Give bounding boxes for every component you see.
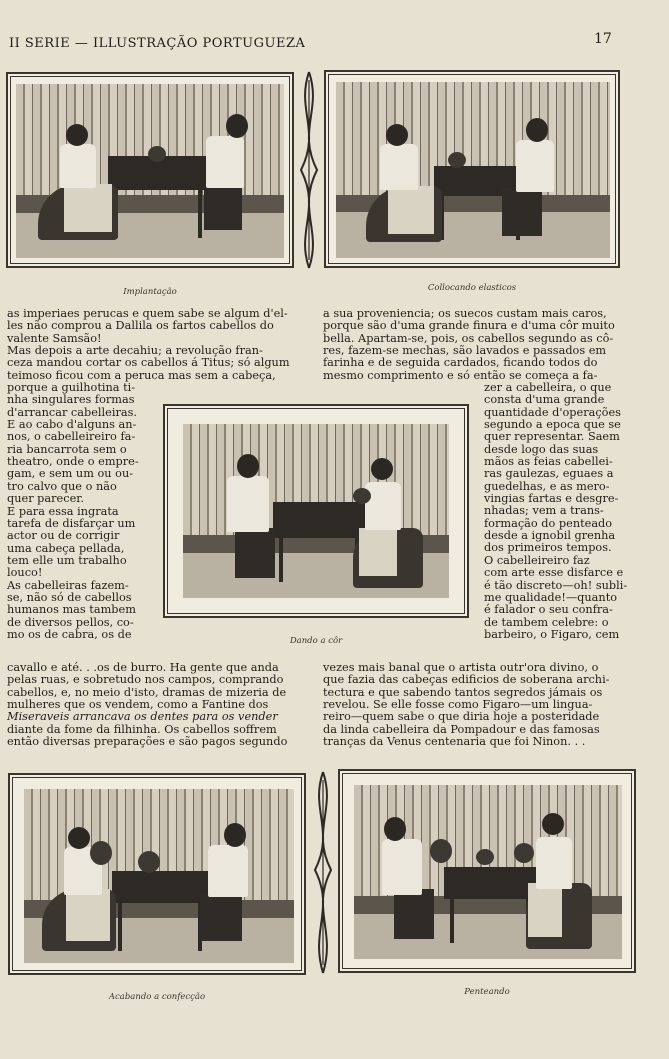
photo-frame-4	[8, 773, 306, 975]
text-line: dos primeiros tempos.	[484, 541, 612, 555]
text-line: barbeiro, o Figaro, cem	[484, 627, 620, 641]
text-line: de diversos pellos, co-	[7, 615, 134, 629]
text-line: que fazia das cabeças edificios de soberana archi-	[323, 673, 610, 687]
text-line: cabellos, e, no meio d'isto, dramas de mizeria de	[7, 685, 287, 699]
caption-photo-4: Acabando a confecção	[108, 992, 206, 1002]
text-line: com arte esse disfarce e	[484, 566, 624, 580]
text-line: é falador o seu confra-	[484, 603, 613, 617]
text-line: me qualidade!—quanto	[484, 590, 618, 604]
series-label: II SERIE	[9, 36, 71, 51]
photo-frame-3	[163, 404, 469, 618]
photo-penteando	[354, 785, 622, 959]
text-line: mo os de cabra, os de	[7, 627, 132, 641]
text-line: cavallo e até. . .os de burro. Ha gente que anda	[7, 661, 279, 674]
text-line: nha singulares formas	[7, 393, 135, 407]
text-line: mãos as feias cabellei-	[484, 455, 613, 469]
text-line: mulheres que os vendem, como a Fantine dos	[7, 698, 269, 712]
text-line: tranças da Venus centenaria que foi Ninon. . .	[323, 735, 586, 749]
text-line: consta d'uma grande	[484, 393, 605, 407]
text-line: ria bancarrota sem o	[7, 442, 127, 456]
text-line: teimoso ficou com a peruca mas sem a cabeça,	[7, 368, 276, 382]
text-line: porque a guilhotina ti-	[7, 381, 136, 395]
text-right-bottom	[323, 662, 610, 748]
text-line: é tão discreto—oh! subli-	[484, 578, 628, 592]
text-line: uma cabeça pellada,	[7, 541, 125, 555]
text-line: desde a ignobil grenha	[484, 529, 616, 543]
text-line: da linda cabelleira da Pompadour e das famosas	[323, 722, 600, 736]
text-line: então diversas preparações e são pagos segundo	[7, 735, 288, 749]
text-line: nos, o cabelleireiro fa-	[7, 430, 136, 444]
text-line: farinha e de seguida cardados, ficando todos do	[323, 356, 598, 370]
text-line: louco!	[7, 566, 43, 580]
text-line: tro calvo que o não	[7, 479, 117, 493]
magazine-title: — ILLUSTRAÇÃO PORTUGUEZA	[74, 36, 306, 51]
text-line: Mas depois a arte decahiu; a revolução fran-	[7, 344, 263, 358]
art-nouveau-ornament-top	[291, 70, 327, 270]
text-line: zer a cabelleira, o que	[484, 381, 612, 394]
text-line: d'arrancar cabelleiras.	[7, 405, 137, 419]
text-line: bella. Apartam-se, pois, os cabellos segundo as cô-	[323, 331, 614, 345]
text-line: as imperiaes perucas e quem sabe se algum d'el-	[7, 307, 288, 320]
text-right-top	[323, 308, 615, 382]
running-header	[9, 36, 305, 51]
text-line: mesmo comprimento e só então se começa a fa-	[323, 368, 598, 382]
text-line: E ao cabo d'alguns an-	[7, 418, 137, 432]
text-line: pelas ruas, e sobretudo nos campos, comprando	[7, 673, 284, 687]
text-line: tem elle um trabalho	[7, 553, 127, 567]
page-number: 17	[594, 31, 612, 47]
text-line: vezes mais banal que o artista outr'ora divino, o	[323, 661, 599, 674]
text-line: porque são d'uma grande finura e d'uma côr muito	[323, 319, 615, 333]
text-line: ceza mandou cortar os cabellos á Titus; só algum	[7, 356, 290, 370]
text-line: les não comprou a Dallila os fartos cabellos do	[7, 319, 274, 333]
text-line: desde logo das suas	[484, 442, 599, 456]
text-line: vingias fartas e desgre-	[484, 492, 619, 506]
text-line: a sua proveniencia; os suecos custam mais caros,	[323, 307, 607, 320]
text-right-mid	[484, 382, 627, 641]
text-line: ras gaulezas, eguaes a	[484, 467, 614, 481]
text-line: guedelhas, e as mero-	[484, 479, 610, 493]
text-line: se, não só de cabellos	[7, 590, 132, 604]
caption-photo-1: Implantação	[123, 287, 177, 297]
text-line: actor ou de corrigir	[7, 529, 120, 543]
text-line: quer representar. Saem	[484, 430, 620, 444]
text-line: de tambem celebre: o	[484, 615, 609, 629]
text-line: O cabelleireiro faz	[484, 553, 590, 567]
photo-frame-5	[338, 769, 636, 973]
text-line: res, fazem-se mechas, são lavados e passados em	[323, 344, 607, 358]
text-line: valente Samsão!	[7, 331, 102, 345]
text-line: theatro, onde o empre-	[7, 455, 139, 469]
photo-implantacao	[16, 84, 284, 258]
photo-frame-2	[324, 70, 620, 268]
text-line: humanos mas tambem	[7, 603, 136, 617]
text-line: As cabelleiras fazem-	[7, 578, 129, 592]
caption-photo-5: Penteando	[464, 987, 510, 997]
text-line: quer parecer.	[7, 492, 84, 506]
text-line: E para essa ingrata	[7, 504, 119, 518]
photo-acabando-a-confeccao	[24, 789, 294, 963]
text-line: quantidade d'operações	[484, 405, 621, 419]
text-line: revelou. Se elle fosse como Figaro—um lingua-	[323, 698, 593, 712]
text-line: gam, e sem um ou ou-	[7, 467, 134, 481]
photo-frame-1	[6, 72, 294, 268]
photo-collocando-elasticos	[336, 82, 610, 258]
text-line: tarefa de disfarçar um	[7, 516, 136, 530]
text-line: tectura e que sabendo tantos segredos jámais os	[323, 685, 603, 699]
text-line: reiro—quem sabe o que diria hoje a posteridade	[323, 710, 600, 724]
text-left-bottom	[7, 662, 287, 748]
caption-photo-3: Dando a côr	[289, 636, 343, 646]
photo-dando-a-cor	[183, 424, 449, 598]
text-line: formação do penteado	[484, 516, 613, 530]
text-line: diante da fome da filhinha. Os cabellos soffrem	[7, 722, 277, 736]
art-nouveau-ornament-bottom	[305, 770, 341, 975]
text-line: segundo a epoca que se	[484, 418, 621, 432]
text-line: Miseraveis arrancava os dentes para os vender	[7, 710, 278, 724]
text-line: nhadas; vem a trans-	[484, 504, 604, 518]
caption-photo-2: Collocando elasticos	[427, 283, 517, 293]
